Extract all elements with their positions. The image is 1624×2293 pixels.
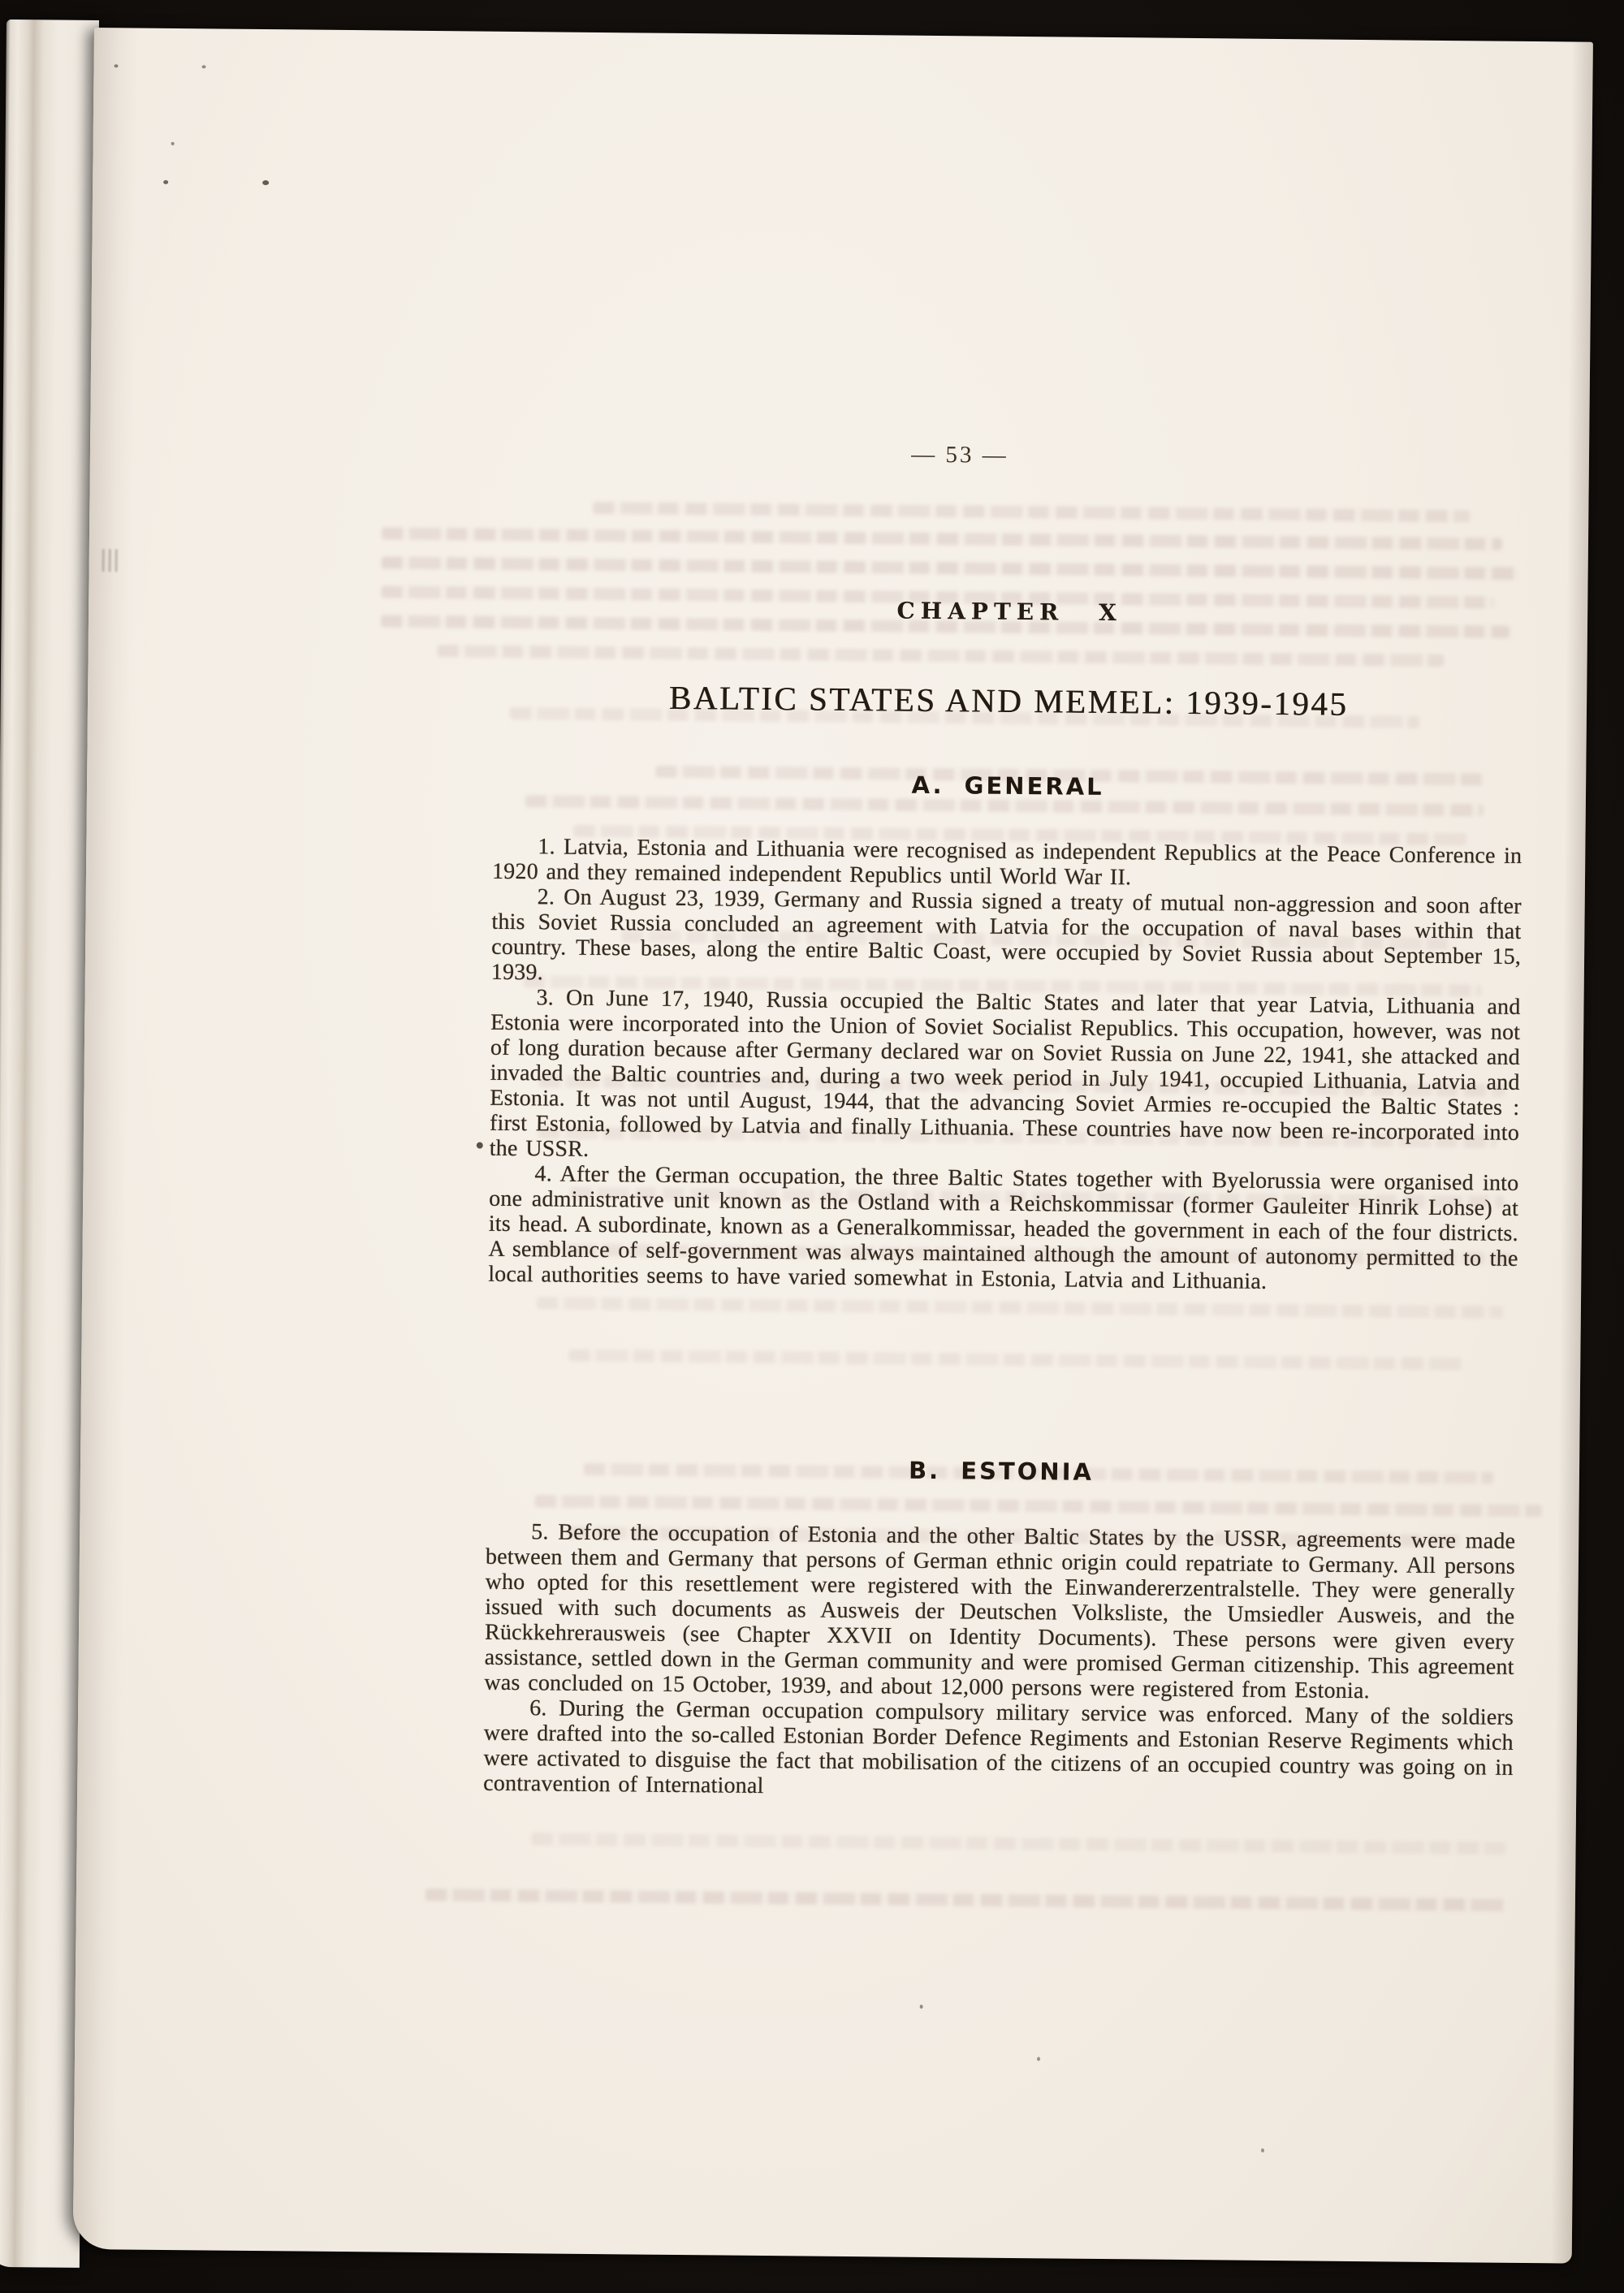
scan-speck	[1037, 2057, 1040, 2061]
paragraph-4: 4. After the German occupation, the three Baltic States together with Byelorussia were organised into one administrative unit known as the Ostland with a Reichskommissar (former Gauleiter Hinrik Lohse) at its head. A subordinate, known as a Generalkommissar, headed the government in each of the four districts. A semblance of self-government was always maintained although the amount of autonomy permitted to the local authorities seems to have varied somewhat in Estonia, Latvia and Lithuania.	[488, 1161, 1519, 1294]
page-number: — 53 —	[911, 441, 1009, 469]
bleedthrough-line	[425, 1889, 1505, 1911]
section-estonia-body	[483, 1519, 1515, 1806]
paragraph-3: 3. On June 17, 1940, Russia occupied the Baltic States and later that year Latvia, Lithuania and Estonia were incorporated into the Union of Soviet Socialist Republics. This occupation, however, was not of long duration because after Germany declared war on Soviet Russia on June 22, 1941, she attacked and invaded the Baltic countries and, during a two week period in July 1941, occupied Lithuania, Latvia and Estonia. It was not until August, 1944, that the advancing Soviet Armies re-occupied the Baltic States : first Estonia, followed by Latvia and finally Lithuania. These countries have now been re-incorporated into the USSR.	[489, 985, 1521, 1162]
bleedthrough-line	[568, 1349, 1462, 1371]
paragraph-6: 6. During the German occupation compulsory military service was enforced. Many of the soldiers were drafted into the so-called Estonian Border Defence Regiments and Estonian Reserve Regiments which were activated to disguise the fact that mobilisation of the citizens of an occupied country was going on in contravention of International	[483, 1695, 1514, 1799]
scan-speck	[114, 64, 119, 67]
scan-mark	[102, 549, 119, 572]
bleedthrough-line	[535, 1495, 1542, 1517]
bleedthrough-line	[382, 527, 1502, 550]
paragraph-5: 5. Before the occupation of Estonia and the other Baltic States by the USSR, agreements were made between them and Germany that persons of German ethnic origin could repatriate to Germany. All persons who opted for this resettlement were registered with the Einwandererzentralstelle. They were generally issued with such documents as Ausweis der Deutschen Volksliste, the Umsiedler Ausweis, and the Rückkehrerausweis (see Chapter XXVII on Identity Documents). These persons were given every assistance, settled down in the German community and were promised German citizenship. This agreement was concluded on 15 October, 1939, and about 12,000 persons were registered from Estonia.	[484, 1519, 1516, 1704]
bleedthrough-line	[438, 645, 1445, 667]
scan-speck	[163, 180, 168, 184]
paragraph-1: 1. Latvia, Estonia and Lithuania were recognised as independent Republics at the Peace Conference in 1920 and they remained independent Republics until World War II.	[491, 834, 1522, 891]
scan-speck	[171, 142, 175, 145]
scan-speck	[262, 180, 269, 185]
section-heading-general: A. GENERAL	[911, 771, 1104, 801]
scan-speck	[920, 2005, 923, 2009]
chapter-title: BALTIC STATES AND MEMEL: 1939-1945	[668, 678, 1349, 723]
scan-speck	[477, 1142, 483, 1149]
scan-speck	[202, 65, 206, 68]
paragraph-2: 2. On August 23, 1939, Germany and Russia signed a treaty of mutual non-aggression and soon after this Soviet Russia concluded an agreement with Latvia for the occupation of naval bases within that country. These bases, along the entire Baltic Coast, were occupied by Soviet Russia about September 15, 1939.	[490, 884, 1522, 986]
bleedthrough-line	[382, 556, 1518, 579]
scan-speck	[1261, 2148, 1264, 2153]
chapter-label: CHAPTER X	[896, 597, 1123, 627]
document-page	[73, 28, 1593, 2264]
bleedthrough-line	[532, 1833, 1506, 1855]
section-general-body	[488, 834, 1522, 1297]
section-heading-estonia: B. ESTONIA	[908, 1456, 1095, 1486]
bleedthrough-line	[593, 502, 1470, 522]
bleedthrough-line	[537, 1297, 1503, 1318]
